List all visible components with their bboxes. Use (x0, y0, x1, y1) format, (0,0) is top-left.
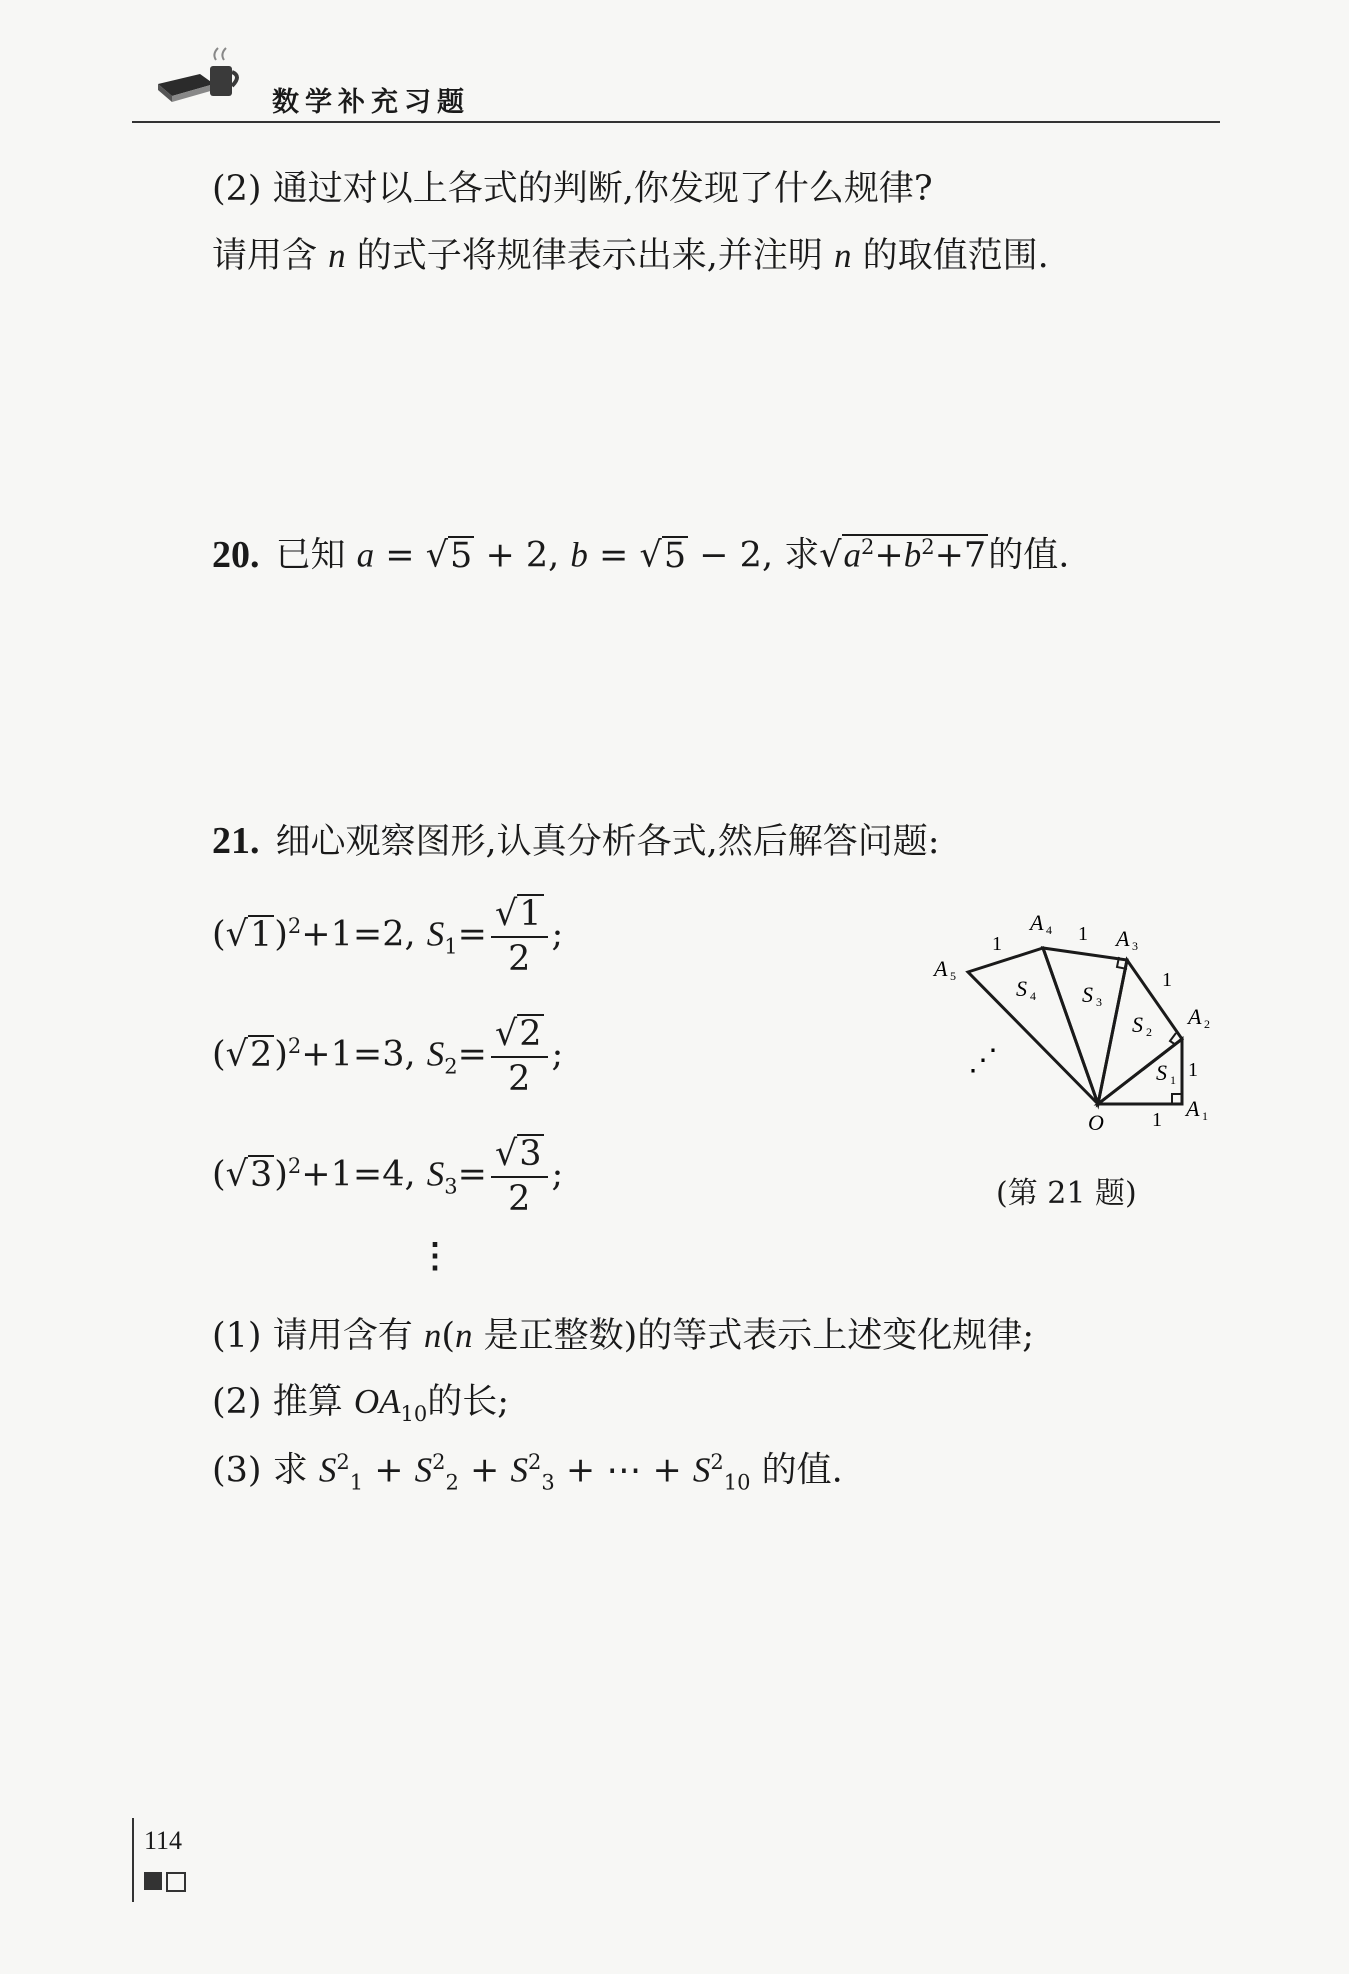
vertical-ellipsis: ⋮ (418, 1236, 452, 1276)
unit-label: 1 (1188, 1059, 1198, 1081)
unit-label: 1 (1152, 1109, 1162, 1131)
q19-part2-instruction: 请用含 n 的式子将规律表示出来,并注明 n 的取值范围. (212, 236, 1049, 276)
formula-row-2: $(√2)^2+1=3$, $S_2=$ $\frac{√2}{2}$ ; (212, 1014, 564, 1099)
svg-text:4: 4 (1046, 923, 1052, 937)
svg-text:5: 5 (950, 969, 956, 983)
page-number-rule (132, 1818, 134, 1902)
point-A5: A (934, 956, 948, 981)
label-S2: S (1132, 1012, 1143, 1037)
point-A2: A (1188, 1004, 1202, 1029)
q21-part1: (1) 请用含有 n(n 是正整数)的等式表示上述变化规律; (212, 1316, 1035, 1356)
label-S1: S (1156, 1060, 1167, 1085)
continuation-dots: ⋰ (968, 1044, 998, 1077)
empty-square-icon (166, 1872, 186, 1892)
svg-text:2: 2 (1146, 1025, 1152, 1039)
label-S4: S (1016, 976, 1027, 1001)
label-S3: S (1082, 982, 1093, 1007)
spiral-triangles-figure (920, 900, 1240, 1140)
svg-text:1: 1 (1170, 1073, 1176, 1087)
header-title: 数学补充习题 (272, 87, 470, 118)
question-21: 21. 细心观察图形,认真分析各式,然后解答问题: (212, 820, 940, 862)
svg-text:3: 3 (1096, 995, 1102, 1009)
radicand: $a^2+b^2+7$ (843, 535, 987, 576)
page-number: 114 (144, 1826, 183, 1855)
unit-label: 1 (1078, 923, 1088, 945)
svg-text:4: 4 (1030, 989, 1036, 1003)
unit-label: 1 (992, 933, 1002, 955)
svg-text:1: 1 (1202, 1109, 1208, 1123)
point-O: O (1088, 1110, 1104, 1135)
book-and-cup-icon (150, 40, 246, 110)
point-A4: A (1030, 910, 1044, 935)
point-A3: A (1116, 926, 1130, 951)
q21-part2: (2) 推算 $OA_{10}$的长; (212, 1382, 510, 1426)
question-20: 20. 已知 a = √5 + 2, b = √5 − 2, 求$√a^2+b^2+7$的值. (212, 533, 1070, 576)
figure-caption: (第 21 题) (996, 1176, 1137, 1211)
point-A1: A (1186, 1096, 1200, 1121)
question-number: 21. (212, 820, 260, 862)
unit-label: 1 (1162, 969, 1172, 991)
q19-part2-question: (2) 通过对以上各式的判断,你发现了什么规律? (212, 169, 933, 209)
formula-row-1: $(√1)^2+1=2$, $S_1=$ $\frac{√1}{2}$ ; (212, 894, 564, 979)
svg-text:3: 3 (1132, 939, 1138, 953)
filled-square-icon (144, 1872, 162, 1890)
q21-part3: (3) 求 $S^2_1 + S^2_2 + S^2_3$ + ⋯ + $S^2_{10}$ 的值. (212, 1450, 843, 1495)
header-divider (132, 121, 1220, 123)
question-number: 20. (212, 533, 260, 576)
formula-row-3: $(√3)^2+1=4$, $S_3=$ $\frac{√3}{2}$ ; (212, 1134, 564, 1219)
svg-text:2: 2 (1204, 1017, 1210, 1031)
